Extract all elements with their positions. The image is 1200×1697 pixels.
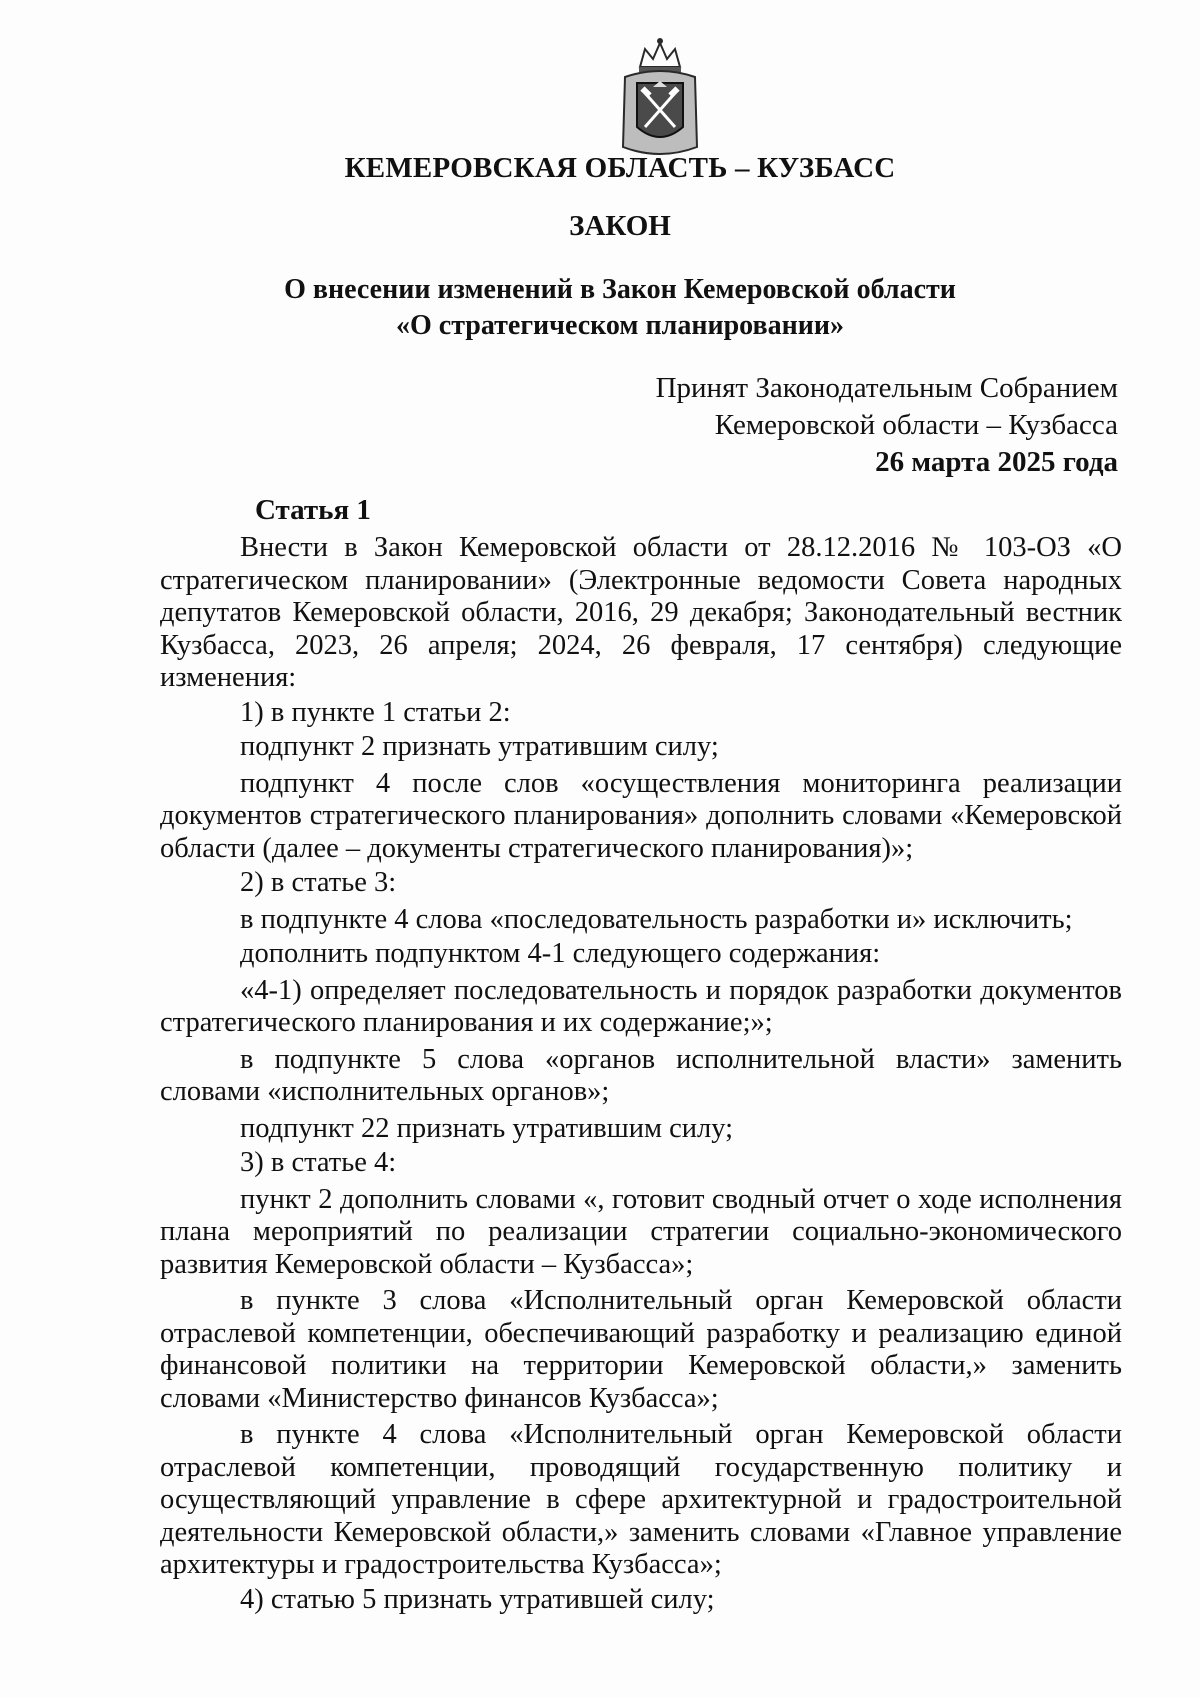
paragraph: в подпункте 5 слова «органов исполнительной власти» заменить словами «исполнительных органов»; bbox=[160, 1043, 1122, 1107]
paragraph: в пункте 3 слова «Исполнительный орган Кемеровской области отраслевой компетенции, обеспечивающий разработку и реализацию единой финансовой политики на территории Кемеровской области,» заменить словами «Министерство финансов Кузбасса»; bbox=[160, 1285, 1122, 1414]
paragraph: 4) статью 5 признать утратившей силу; bbox=[240, 1583, 715, 1615]
adoption-date: 26 марта 2025 года bbox=[875, 446, 1118, 478]
paragraph: подпункт 2 признать утратившим силу; bbox=[240, 731, 719, 762]
adoption-block bbox=[656, 370, 1118, 481]
adoption-line-2: Кемеровской области – Кузбасса bbox=[714, 409, 1118, 441]
article-body bbox=[160, 532, 1122, 1616]
paragraph: 1) в пункте 1 статьи 2: bbox=[240, 696, 511, 728]
paragraph: «4-1) определяет последовательность и порядок разработки документов стратегического планирования и их содержание;»; bbox=[160, 974, 1122, 1038]
adoption-line-1: Принят Законодательным Собранием bbox=[655, 372, 1118, 404]
law-title-line-1: О внесении изменений в Закон Кемеровской области bbox=[284, 274, 956, 305]
kuzbass-coat-of-arms-icon bbox=[615, 35, 705, 165]
paragraph: Внести в Закон Кемеровской области от 28.12.2016 № 103-ОЗ «О стратегическом планировании» (Электронные ведомости Совета народных депутатов Кемеровской области, 2016, 29 декабря; Законодательный вестник Кузбасса, 2023, 26 апреля; 2024, 26 февраля, 17 сентября) следующие изменения: bbox=[160, 532, 1122, 693]
paragraph: 3) в статье 4: bbox=[240, 1147, 397, 1178]
paragraph: подпункт 22 признать утратившим силу; bbox=[240, 1112, 734, 1144]
law-title bbox=[160, 272, 1080, 344]
paragraph: в пункте 4 слова «Исполнительный орган Кемеровской области отраслевой компетенции, проводящий государственную политику и осуществляющий управление в сфере архитектурной и градостроительной деятельности Кемеровской области,» заменить словами «Главное управление архитектуры и градостроительства Кузбасса»; bbox=[160, 1419, 1122, 1580]
paragraph: подпункт 4 после слов «осуществления мониторинга реализации документов стратегического планирования» дополнить словами «Кемеровской области (далее – документы стратегического планирования)»; bbox=[160, 767, 1122, 864]
document-type: ЗАКОН bbox=[569, 210, 671, 242]
paragraph: 2) в статье 3: bbox=[240, 867, 397, 898]
paragraph: пункт 2 дополнить словами «, готовит сводный отчет о ходе исполнения плана мероприятий по реализации стратегии социально-экономического развития Кемеровской области – Кузбасса»; bbox=[160, 1183, 1122, 1280]
paragraph: дополнить подпунктом 4-1 следующего содержания: bbox=[240, 938, 881, 969]
article-heading: Статья 1 bbox=[255, 494, 371, 526]
paragraph: в подпункте 4 слова «последовательность разработки и» исключить; bbox=[240, 903, 1073, 935]
region-title: КЕМЕРОВСКАЯ ОБЛАСТЬ – КУЗБАСС bbox=[344, 152, 896, 184]
law-title-line-2: «О стратегическом планировании» bbox=[396, 310, 844, 341]
